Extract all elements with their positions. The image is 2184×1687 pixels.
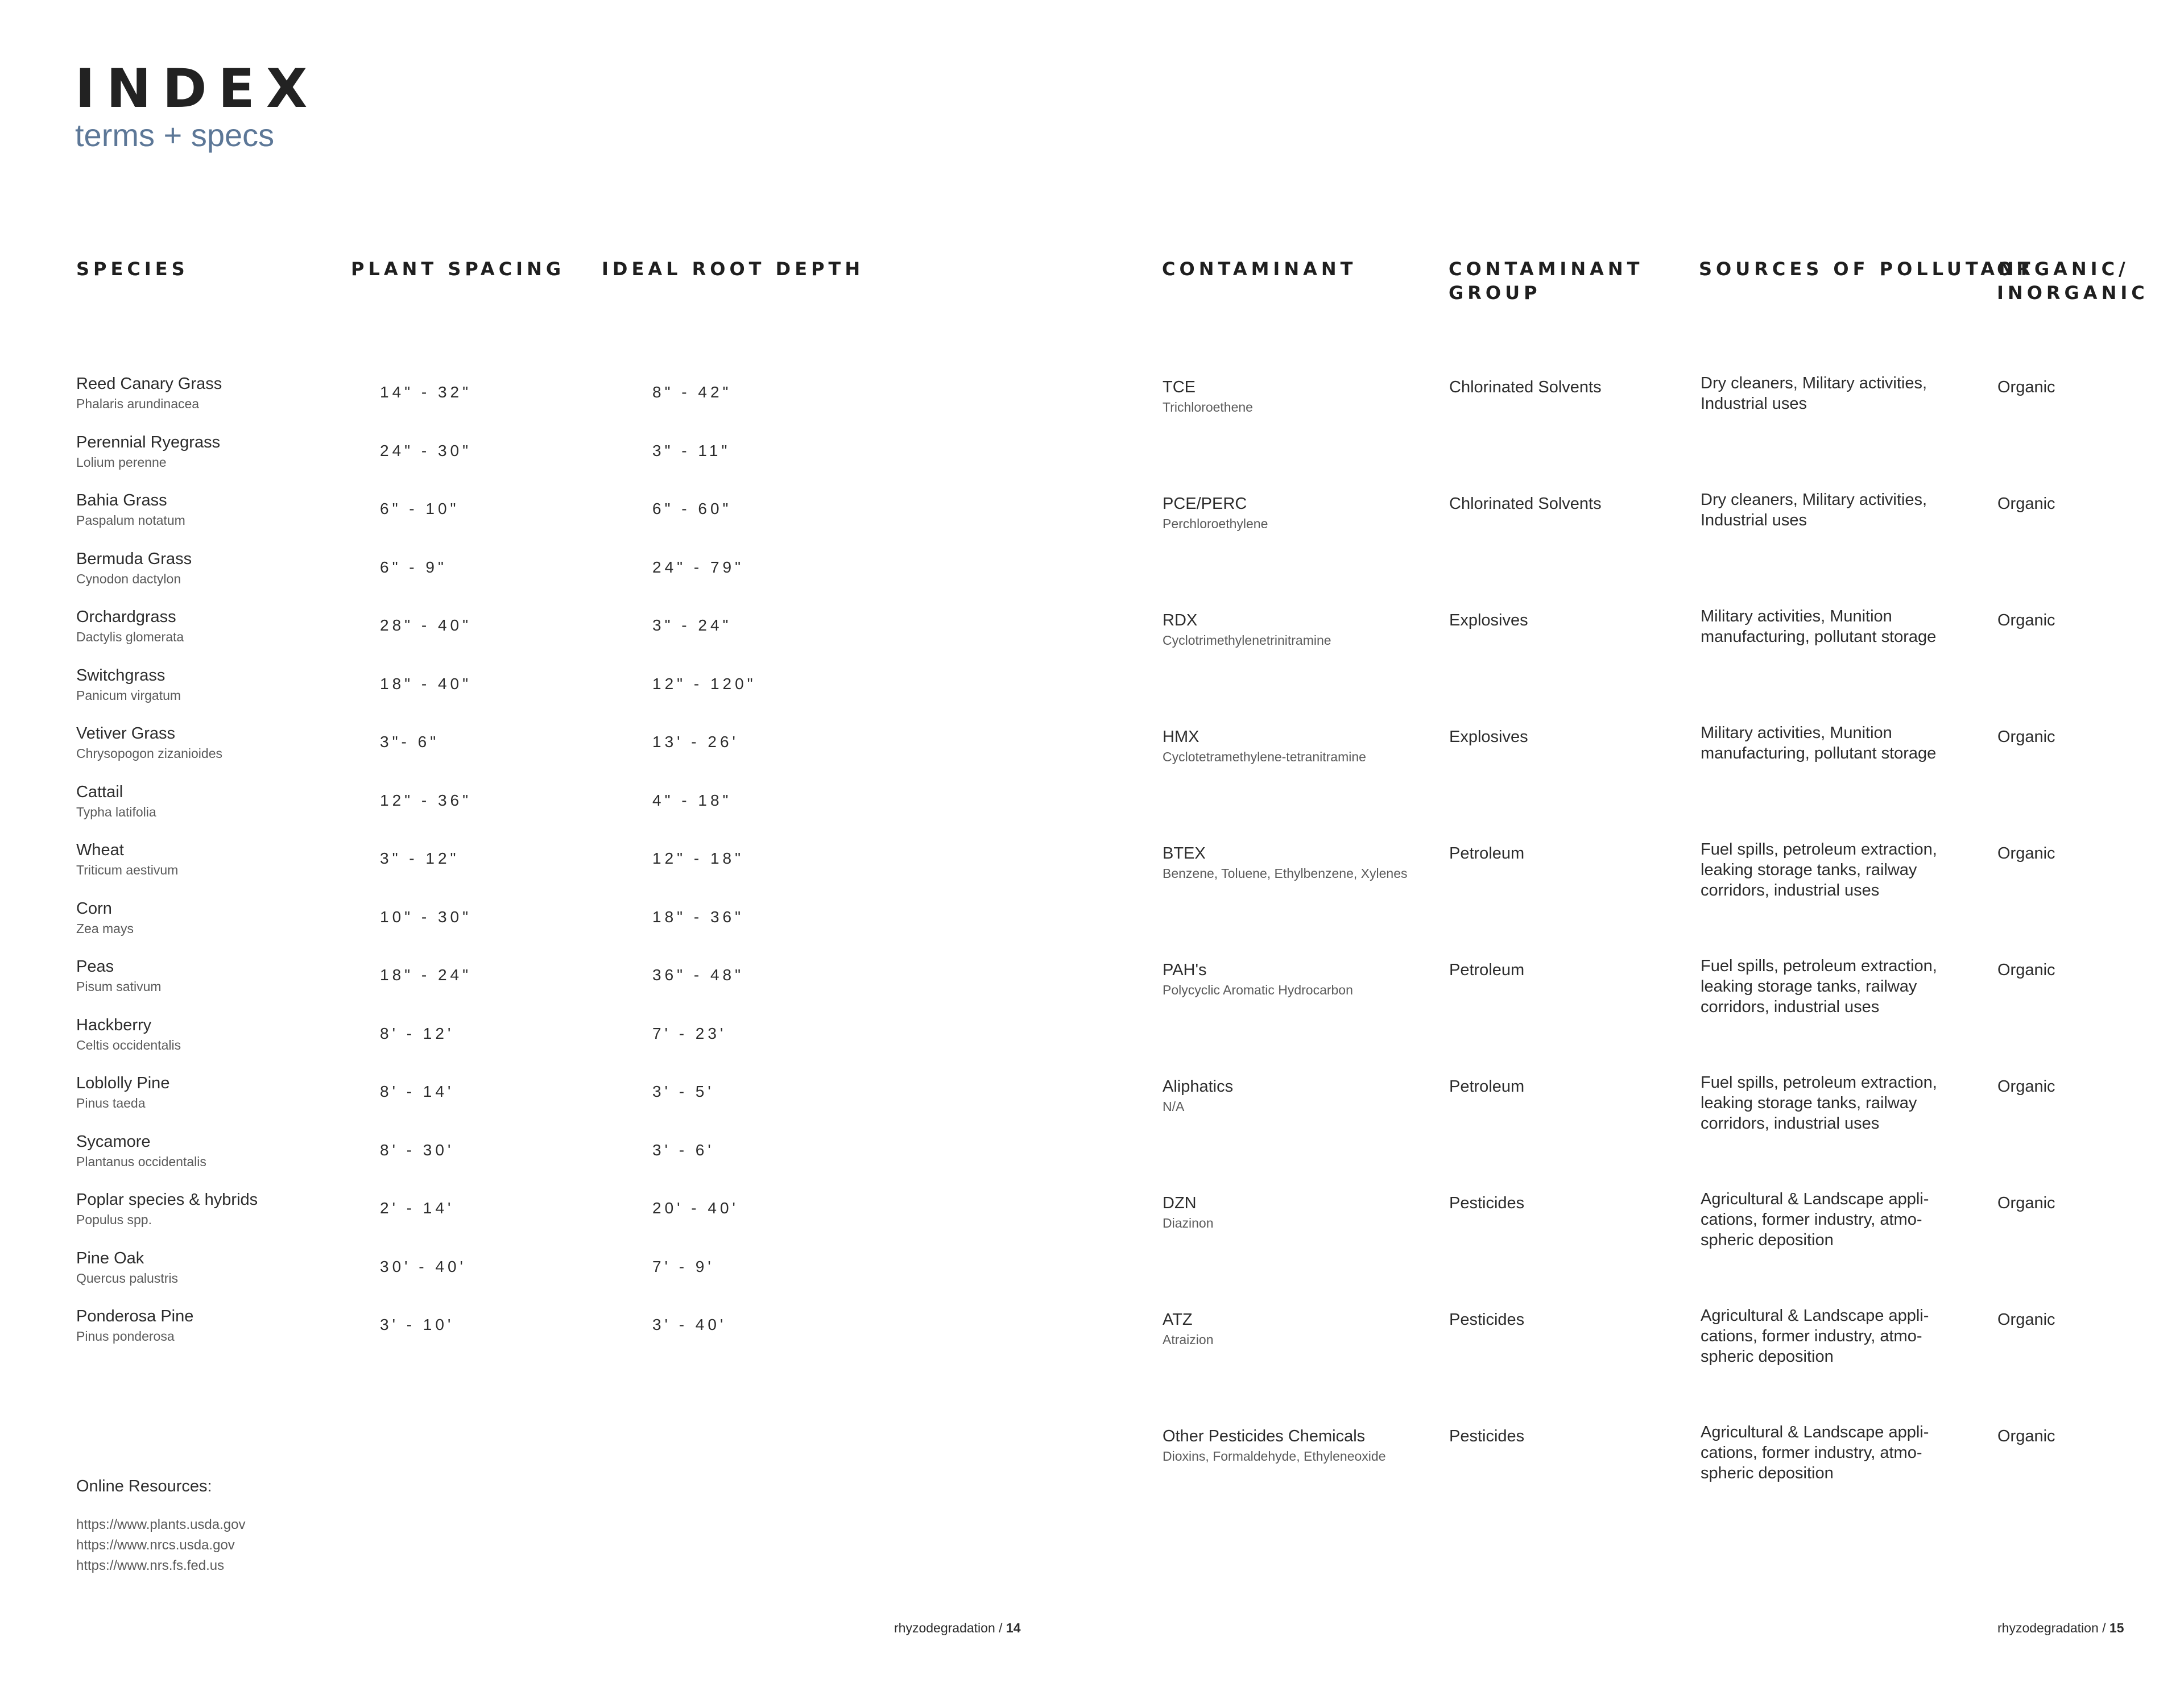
species-common-name: Poplar species & hybrids	[76, 1191, 258, 1209]
page-number-left: 14	[1006, 1620, 1021, 1635]
contaminant-group-value: Chlorinated Solvents	[1449, 495, 1602, 513]
plant-spacing-value: 18" - 24"	[380, 966, 472, 984]
contaminant-name: RDX	[1163, 611, 1198, 629]
species-scientific-name: Quercus palustris	[76, 1270, 178, 1286]
contaminant-name: Aliphatics	[1163, 1077, 1234, 1096]
species-common-name: Bermuda Grass	[76, 549, 192, 568]
contaminant-group-value: Petroleum	[1449, 1077, 1525, 1096]
species-scientific-name: Pinus taeda	[76, 1096, 146, 1110]
species-common-name: Hackberry	[76, 1015, 152, 1034]
organic-value: Organic	[1997, 1427, 2055, 1445]
plant-spacing-value: 18" - 40"	[380, 674, 472, 693]
species-scientific-name: Plantanus occidentalis	[76, 1154, 206, 1169]
contaminant-full-name: Benzene, Toluene, Ethylbenzene, Xylenes	[1163, 866, 1408, 881]
contaminant-full-name: Cyclotetramethylene-tetranitramine	[1163, 749, 1366, 764]
plant-spacing-value: 8' - 30'	[380, 1141, 454, 1159]
root-depth-value: 3" - 24"	[652, 616, 732, 634]
root-depth-value: 7' - 9'	[652, 1257, 714, 1275]
pollutant-sources-value: Military activities, Munition manufacturing, pollutant storage	[1701, 607, 1937, 646]
contaminant-full-name: Dioxins, Formaldehyde, Ethyleneoxide	[1163, 1449, 1386, 1464]
species-common-name: Wheat	[76, 841, 124, 859]
root-depth-value: 3" - 11"	[652, 441, 731, 459]
organic-header-line2: INORGANIC	[1997, 282, 2149, 304]
species-common-name: Orchardgrass	[76, 608, 176, 626]
pollutant-sources-value: Fuel spills, petroleum extraction, leaking storage tanks, railway corridors, industrial uses	[1701, 957, 1937, 1016]
contaminant-name: HMX	[1163, 728, 1199, 746]
resource-link[interactable]: https://www.plants.usda.gov	[76, 1517, 246, 1532]
species-common-name: Peas	[76, 958, 114, 976]
plant-spacing-value: 12" - 36"	[380, 791, 472, 809]
species-common-name: Pine Oak	[76, 1249, 144, 1267]
online-resources-label: Online Resources:	[76, 1477, 212, 1495]
root-depth-value: 13' - 26'	[652, 733, 739, 751]
species-common-name: Vetiver Grass	[76, 724, 176, 743]
page-subtitle: terms + specs	[75, 117, 275, 153]
contaminant-full-name: N/A	[1163, 1099, 1185, 1114]
organic-inorganic-header	[1997, 257, 2149, 305]
species-scientific-name: Panicum virgatum	[76, 687, 181, 703]
organic-value: Organic	[1997, 961, 2055, 979]
plant-spacing-value: 8' - 14'	[380, 1083, 454, 1100]
root-depth-value: 3' - 40'	[652, 1316, 727, 1333]
root-depth-value: 12" - 120"	[652, 674, 756, 693]
contaminant-group-value: Chlorinated Solvents	[1449, 378, 1602, 396]
root-depth-value: 6" - 60"	[652, 500, 732, 517]
page-number-right: 15	[2109, 1620, 2124, 1635]
species-common-name: Reed Canary Grass	[76, 375, 222, 393]
contaminant-group-value: Pesticides	[1449, 1427, 1525, 1445]
contaminant-header: CONTAMINANT	[1162, 258, 1357, 280]
species-scientific-name: Phalaris arundinacea	[76, 396, 200, 411]
pollutant-sources-value: Military activities, Munition manufacturing, pollutant storage	[1701, 724, 1937, 762]
species-scientific-name: Dactylis glomerata	[76, 629, 184, 644]
species-common-name: Bahia Grass	[76, 491, 167, 509]
contaminant-group-value: Explosives	[1449, 728, 1528, 746]
species-scientific-name: Typha latifolia	[76, 804, 156, 819]
root-depth-value: 3' - 5'	[652, 1083, 714, 1100]
root-depth-value: 20' - 40'	[652, 1199, 739, 1217]
pollutant-sources-value: Agricultural & Landscape applications, former industry, atmospheric deposition	[1701, 1307, 1929, 1366]
species-common-name: Sycamore	[76, 1132, 151, 1151]
species-scientific-name: Pinus ponderosa	[76, 1329, 175, 1344]
footer-left	[894, 1620, 1021, 1636]
species-header: SPECIES	[76, 258, 189, 280]
contaminant-name: ATZ	[1163, 1311, 1193, 1329]
plant-spacing-value: 3"- 6"	[380, 733, 440, 751]
organic-value: Organic	[1997, 495, 2055, 513]
contaminant-name: BTEX	[1163, 844, 1206, 863]
organic-value: Organic	[1997, 728, 2055, 746]
plant-spacing-value: 8' - 12'	[380, 1024, 454, 1042]
organic-header-line1: ORGANIC/	[1997, 258, 2129, 280]
plant-spacing-value: 10" - 30"	[380, 907, 472, 926]
root-depth-value: 3' - 6'	[652, 1141, 714, 1159]
plant-spacing-value: 14" - 32"	[380, 383, 472, 401]
organic-value: Organic	[1997, 844, 2055, 863]
contaminant-full-name: Cyclotrimethylenetrinitramine	[1163, 633, 1331, 648]
species-common-name: Ponderosa Pine	[76, 1307, 194, 1325]
pollutant-sources-value: Fuel spills, petroleum extraction, leaking storage tanks, railway corridors, industrial uses	[1701, 1073, 1937, 1133]
page-title: INDEX	[75, 58, 319, 120]
contaminant-full-name: Trichloroethene	[1163, 400, 1253, 415]
contaminant-full-name: Atraizion	[1163, 1332, 1214, 1347]
species-scientific-name: Paspalum notatum	[76, 513, 185, 528]
contaminant-name: Other Pesticides Chemicals	[1163, 1427, 1366, 1445]
species-common-name: Cattail	[76, 782, 123, 801]
pollutant-sources-value: Dry cleaners, Military activities, Industrial uses	[1701, 491, 1927, 529]
species-scientific-name: Zea mays	[76, 921, 134, 936]
root-depth-value: 36" - 48"	[652, 966, 744, 984]
footer-right	[1997, 1620, 2124, 1636]
pollutant-sources-value: Agricultural & Landscape applications, former industry, atmospheric deposition	[1701, 1423, 1929, 1482]
root-depth-value: 18" - 36"	[652, 907, 744, 926]
plant-spacing-value: 30' - 40'	[380, 1257, 466, 1275]
species-common-name: Switchgrass	[76, 666, 166, 685]
plant-spacing-value: 2' - 14'	[380, 1199, 454, 1217]
root-depth-value: 7' - 23'	[652, 1024, 727, 1042]
contaminant-full-name: Diazinon	[1163, 1216, 1214, 1230]
contaminant-full-name: Perchloroethylene	[1163, 516, 1268, 531]
contaminant-group-value: Pesticides	[1449, 1311, 1525, 1329]
contaminant-group-header-line2: GROUP	[1449, 282, 1541, 304]
resource-link[interactable]: https://www.nrcs.usda.gov	[76, 1537, 235, 1553]
root-depth-header: IDEAL ROOT DEPTH	[602, 258, 864, 280]
plant-spacing-value: 3" - 12"	[380, 849, 460, 867]
contaminant-name: TCE	[1163, 378, 1196, 396]
contaminant-name: PAH's	[1163, 961, 1207, 979]
sources-header: SOURCES OF POLLUTANT	[1699, 258, 2034, 280]
plant-spacing-value: 28" - 40"	[380, 616, 472, 634]
plant-spacing-value: 24" - 30"	[380, 441, 472, 459]
organic-value: Organic	[1997, 611, 2055, 629]
species-scientific-name: Chrysopogon zizanioides	[76, 746, 222, 761]
species-scientific-name: Lolium perenne	[76, 454, 167, 470]
species-common-name: Corn	[76, 899, 112, 918]
species-scientific-name: Cynodon dactylon	[76, 571, 181, 586]
plant-spacing-header: PLANT SPACING	[351, 258, 565, 280]
pollutant-sources-value: Agricultural & Landscape applications, former industry, atmospheric deposition	[1701, 1190, 1929, 1249]
contaminant-group-value: Petroleum	[1449, 961, 1525, 979]
footer-right-text: rhyzodegradation /	[1997, 1620, 2109, 1635]
pollutant-sources-value: Dry cleaners, Military activities, Industrial uses	[1701, 374, 1927, 413]
root-depth-value: 12" - 18"	[652, 849, 744, 867]
plant-spacing-value: 3' - 10'	[380, 1316, 454, 1333]
species-scientific-name: Triticum aestivum	[76, 863, 179, 877]
organic-value: Organic	[1997, 1077, 2055, 1096]
footer-left-text: rhyzodegradation /	[894, 1620, 1006, 1635]
species-common-name: Perennial Ryegrass	[76, 433, 221, 451]
contaminant-group-value: Petroleum	[1449, 844, 1525, 863]
contaminant-full-name: Polycyclic Aromatic Hydrocarbon	[1163, 983, 1353, 997]
root-depth-value: 24" - 79"	[652, 558, 744, 576]
plant-spacing-value: 6" - 10"	[380, 500, 460, 517]
contaminant-group-value: Pesticides	[1449, 1194, 1525, 1212]
root-depth-value: 8" - 42"	[652, 383, 732, 401]
species-scientific-name: Populus spp.	[76, 1212, 152, 1227]
plant-spacing-value: 6" - 9"	[380, 558, 447, 576]
root-depth-value: 4" - 18"	[652, 791, 732, 809]
contaminant-name: DZN	[1163, 1194, 1197, 1212]
species-common-name: Loblolly Pine	[76, 1074, 170, 1092]
organic-value: Organic	[1997, 1311, 2055, 1329]
species-scientific-name: Pisum sativum	[76, 979, 162, 994]
organic-value: Organic	[1997, 1194, 2055, 1212]
pollutant-sources-value: Fuel spills, petroleum extraction, leaking storage tanks, railway corridors, industrial uses	[1701, 840, 1937, 900]
organic-value: Organic	[1997, 378, 2055, 396]
contaminant-group-header	[1449, 257, 1643, 305]
contaminant-name: PCE/PERC	[1163, 495, 1247, 513]
contaminant-group-header-line1: CONTAMINANT	[1449, 258, 1644, 280]
contaminant-group-value: Explosives	[1449, 611, 1528, 629]
online-resources-list	[76, 1515, 246, 1576]
species-scientific-name: Celtis occidentalis	[76, 1037, 181, 1052]
resource-link[interactable]: https://www.nrs.fs.fed.us	[76, 1558, 225, 1573]
